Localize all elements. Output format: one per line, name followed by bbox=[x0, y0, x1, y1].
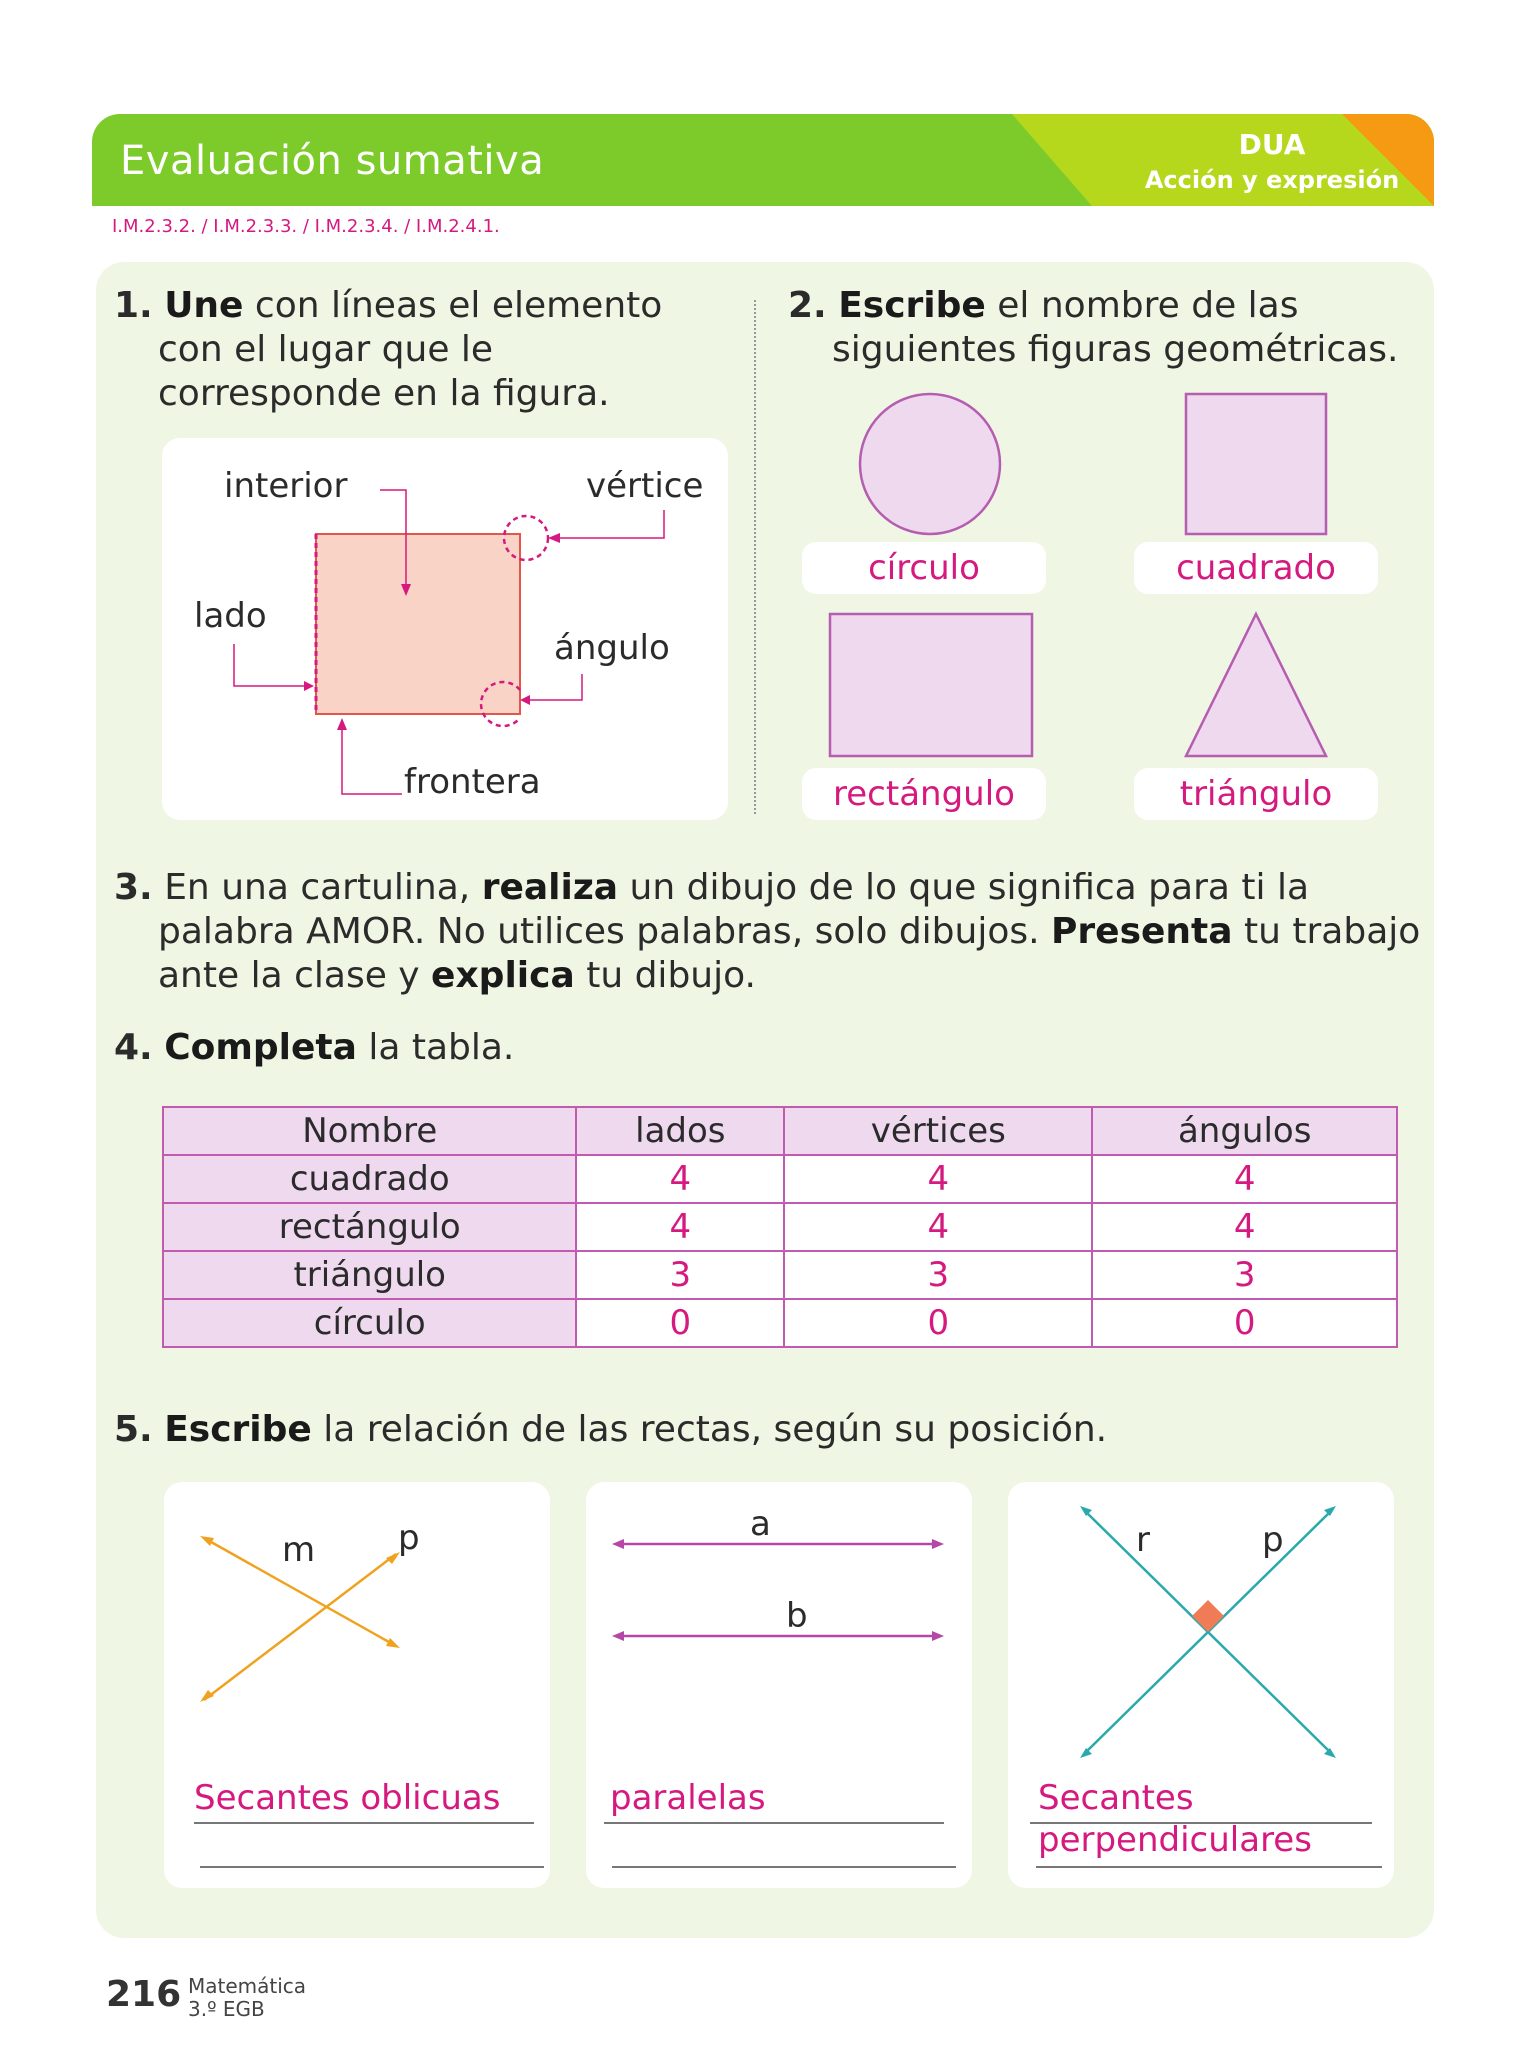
q3-b2: Presenta bbox=[1051, 911, 1233, 952]
border-arrowhead bbox=[337, 718, 347, 730]
label-angulo: ángulo bbox=[554, 628, 670, 668]
page-number: 216 bbox=[106, 1974, 182, 2015]
q3-b1: realiza bbox=[481, 867, 619, 908]
lines-card-oblique bbox=[164, 1482, 550, 1888]
answer-line bbox=[604, 1822, 944, 1824]
answer-secantes: Secantes bbox=[1038, 1778, 1194, 1818]
q3-p6: tu dibujo. bbox=[574, 955, 756, 996]
q4-text bbox=[114, 1026, 514, 1070]
answer-triangulo: triángulo bbox=[1134, 768, 1378, 820]
arrowhead bbox=[612, 1539, 624, 1549]
q3-line2 bbox=[158, 910, 1420, 954]
q2-line2: siguientes figuras geométricas. bbox=[832, 329, 1399, 370]
table-cell: 4 bbox=[784, 1155, 1092, 1203]
angle-arrowhead bbox=[520, 695, 530, 705]
label-p-perp: p bbox=[1262, 1520, 1284, 1560]
q2-rest: el nombre de las bbox=[985, 285, 1299, 326]
q1-text bbox=[114, 284, 662, 328]
q1-number: 1. bbox=[114, 285, 153, 326]
side-arrowhead bbox=[304, 681, 314, 691]
table-cell: triángulo bbox=[163, 1251, 576, 1299]
q3-p1: En una cartulina, bbox=[164, 867, 482, 908]
header-banner bbox=[92, 114, 1434, 206]
answer-cuadrado: cuadrado bbox=[1134, 542, 1378, 594]
table-row bbox=[163, 1251, 1397, 1299]
table-header-row bbox=[163, 1107, 1397, 1155]
side-arrow bbox=[234, 644, 306, 686]
label-interior: interior bbox=[224, 466, 348, 506]
vertex-arrow bbox=[560, 510, 664, 538]
table-cell: 4 bbox=[784, 1203, 1092, 1251]
arrowhead bbox=[612, 1631, 624, 1641]
q5-text bbox=[114, 1408, 1107, 1452]
angle-arrow bbox=[528, 674, 582, 700]
answer-rectangulo: rectángulo bbox=[802, 768, 1046, 820]
q2-verb: Escribe bbox=[838, 285, 986, 326]
answer-oblicuas: Secantes oblicuas bbox=[194, 1778, 501, 1818]
q4-rest: la tabla. bbox=[356, 1027, 515, 1068]
q1-rest: con líneas el elemento bbox=[243, 285, 663, 326]
q3-p2: un dibujo de lo que significa para ti la bbox=[618, 867, 1310, 908]
answer-line bbox=[200, 1866, 544, 1868]
parallel-lines-diagram bbox=[586, 1482, 972, 1888]
page-title: Evaluación sumativa bbox=[120, 138, 545, 184]
border-arrow bbox=[342, 720, 402, 794]
square-shape-2 bbox=[1186, 394, 1326, 534]
q5-verb: Escribe bbox=[164, 1409, 312, 1450]
table-header: vértices bbox=[784, 1107, 1092, 1155]
table-cell: 4 bbox=[1092, 1155, 1397, 1203]
rectangle-shape bbox=[830, 614, 1032, 756]
square-shape bbox=[316, 534, 520, 714]
footer-subject: Matemática bbox=[188, 1974, 307, 1998]
q2-number: 2. bbox=[788, 285, 827, 326]
q3-line3 bbox=[158, 954, 756, 998]
q3-p5: ante la clase y bbox=[158, 955, 432, 996]
arrowhead bbox=[200, 1690, 214, 1702]
table-cell: 3 bbox=[1092, 1251, 1397, 1299]
indicator-codes: I.M.2.3.2. / I.M.2.3.3. / I.M.2.3.4. / I.M.2.4.1. bbox=[112, 216, 500, 237]
right-angle-mark bbox=[1192, 1600, 1224, 1632]
lines-card-parallel bbox=[586, 1482, 972, 1888]
table-cell: 0 bbox=[576, 1299, 784, 1347]
table-cell: 0 bbox=[1092, 1299, 1397, 1347]
footer-grade: 3.º EGB bbox=[188, 1997, 265, 2021]
q3-b3: explica bbox=[431, 955, 575, 996]
answer-line bbox=[1036, 1866, 1382, 1868]
q3-p4: tu trabajo bbox=[1232, 911, 1421, 952]
table-header: ángulos bbox=[1092, 1107, 1397, 1155]
label-lado: lado bbox=[194, 596, 267, 636]
table-cell: 3 bbox=[784, 1251, 1092, 1299]
q1-verb: Une bbox=[164, 285, 244, 326]
arrowhead bbox=[932, 1539, 944, 1549]
q4-verb: Completa bbox=[164, 1027, 357, 1068]
table-header: Nombre bbox=[163, 1107, 576, 1155]
arrowhead bbox=[932, 1631, 944, 1641]
q1-line2: con el lugar que le bbox=[158, 329, 494, 370]
answer-circulo: círculo bbox=[802, 542, 1046, 594]
arrowhead bbox=[200, 1536, 214, 1546]
table-cell: 4 bbox=[1092, 1203, 1397, 1251]
table-cell: rectángulo bbox=[163, 1203, 576, 1251]
dua-subtitle: Acción y expresión bbox=[1144, 166, 1400, 194]
answer-paralelas: paralelas bbox=[610, 1778, 766, 1818]
table-row bbox=[163, 1203, 1397, 1251]
q3-line1 bbox=[114, 866, 1309, 910]
q3-p3: palabra AMOR. No utilices palabras, solo dibujos. bbox=[158, 911, 1052, 952]
table-cell: cuadrado bbox=[163, 1155, 576, 1203]
triangle-shape bbox=[1186, 614, 1326, 756]
table-cell: 4 bbox=[576, 1155, 784, 1203]
arrowhead bbox=[386, 1638, 400, 1648]
q5-number: 5. bbox=[114, 1409, 153, 1450]
q2-text bbox=[788, 284, 1299, 328]
oblique-lines-diagram bbox=[164, 1482, 550, 1888]
answer-line bbox=[194, 1822, 534, 1824]
table-row bbox=[163, 1155, 1397, 1203]
shapes-table bbox=[162, 1106, 1398, 1348]
table-cell: 0 bbox=[784, 1299, 1092, 1347]
vertex-arrowhead bbox=[548, 533, 560, 543]
label-a: a bbox=[750, 1504, 771, 1544]
label-m: m bbox=[282, 1530, 316, 1570]
table-row bbox=[163, 1299, 1397, 1347]
table-cell: 4 bbox=[576, 1203, 784, 1251]
answer-perpendiculares: perpendiculares bbox=[1038, 1820, 1312, 1860]
table-header: lados bbox=[576, 1107, 784, 1155]
label-b: b bbox=[786, 1596, 808, 1636]
label-vertice: vértice bbox=[586, 466, 704, 506]
q3-number: 3. bbox=[114, 867, 153, 908]
label-frontera: frontera bbox=[404, 762, 541, 802]
dua-title: DUA bbox=[1238, 128, 1306, 161]
q1-line3: corresponde en la figura. bbox=[158, 373, 610, 414]
line-p bbox=[204, 1554, 396, 1700]
table-cell: 3 bbox=[576, 1251, 784, 1299]
label-p: p bbox=[398, 1518, 420, 1558]
label-r: r bbox=[1136, 1520, 1150, 1560]
q4-number: 4. bbox=[114, 1027, 153, 1068]
table-cell: círculo bbox=[163, 1299, 576, 1347]
circle-shape bbox=[860, 394, 1000, 534]
q5-rest: la relación de las rectas, según su posición. bbox=[311, 1409, 1108, 1450]
column-divider bbox=[754, 300, 756, 814]
answer-line bbox=[612, 1866, 956, 1868]
